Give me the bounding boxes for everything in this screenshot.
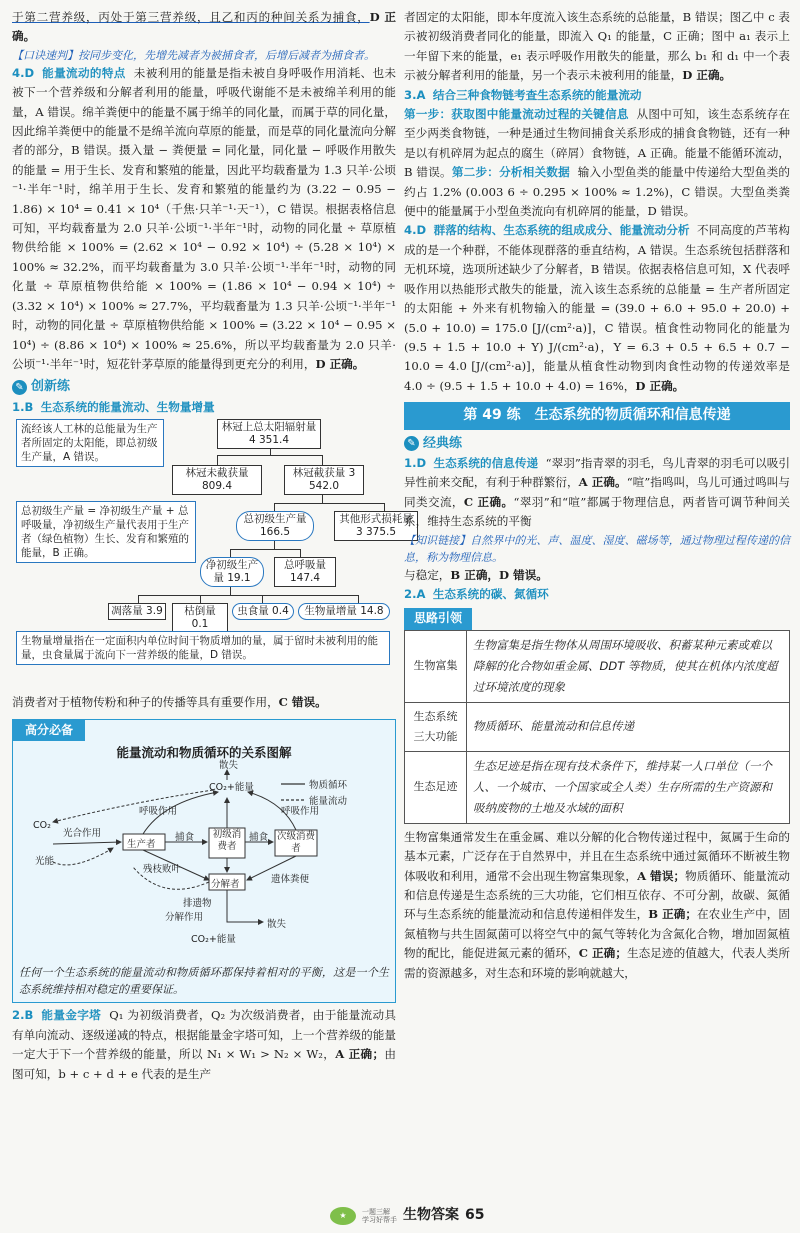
lbl-co2-left: CO₂ (33, 820, 51, 832)
lbl-co2-mid: CO₂+能量 (191, 934, 236, 946)
note-total-energy: 流经该人工林的总能量为生产者所固定的太阳能，即总初级生产量，A 错误。 (16, 419, 164, 467)
lbl-decompose: 分解作用 (165, 912, 204, 924)
node-insect-eaten: 虫食量 0.4 (232, 603, 294, 620)
key-points-footnote: 任何一个生态系统的能量流动和物质循环都保持着相对的平衡，这是一个生态系统维持相对稳定的重要保证。 (19, 966, 389, 997)
node-biomass-increment: 生物量增量 14.8 (298, 603, 390, 620)
chapter-banner: 第 49 练 生态系统的物质循环和信息传递 (404, 402, 790, 429)
lbl-dissipate2: 散失 (267, 919, 287, 931)
lbl-light: 光能 (35, 856, 55, 868)
node-other-loss: 其他形式损耗量 3 375.5 (334, 511, 418, 541)
node-canopy-not-intercepted: 林冠未截获量 809.4 (172, 465, 262, 495)
answer-1b-heading: 1.B 生态系统的能量流动、生物量增量 (12, 399, 215, 414)
table-row: 生态足迹 生态足迹是指在现有技术条件下，维持某一人口单位（一个人、一个城市、一个国家或全人类）生存所需的生产资源和吸纳废物的土地及水域的面积 (405, 751, 790, 823)
lbl-remains1: 残枝败叶 (143, 864, 182, 876)
answer-4d: 4.D 能量流动的特点 未被利用的能量是指未被自身呼吸作用消耗、也未被下一个营养级和分解者利用的能量，呼吸代谢能不是未被绵羊利用的能量，A 错误。绵羊粪便中的能量不属于绵羊的同化量，而属于草的同化量，因此绵羊粪便中的能量不是绵羊流向草原的能量，而是草的同化量流向分解者的部分，B 错误。摄入量 − 粪便量 = 同化量，同化量 − 呼吸作用散失的能量 = 用于生长、发育和繁殖的能量，因此平均载畜量为 1.3 只羊·公顷⁻¹·半年⁻¹时，绵羊用于生长、发育和繁殖的能量约为 (3.22 − 0.95 − 1.86) × 10⁴ = 0.41 × 10⁴（千焦·只羊⁻¹·天⁻¹），C 错误。根据表格信息可知，平均载畜量为 2.0 只羊·公顷⁻¹·半年⁻¹时，动物的同化量 ÷ 草原植物供给能 × 100% = (2.62 × 10⁴ − 0.92 × 10⁴) ÷ (5.28 × 10⁴) × 100% ≈ 32.2%，而平均载畜量为 3.0 只羊·公顷⁻¹·半年⁻¹时，动物的同化量 ÷ 草原植物供给能 × 100% = (1.86 × 10⁴ − 0.94 × 10⁴) ÷ (3.32 × 10⁴) × 100% ≈ 27.7%，平均载畜量为 1.3 只羊·公顷⁻¹·半年⁻¹时，动物的同化量 ÷ 草原植物供给能 × 100% = (3.22 × 10⁴ − 0.95 × 10⁴) ÷ (8.86 × 10⁴) × 100% ≈ 25.6%，所以平均载畜量为 2.0 只羊·公顷⁻¹·半年⁻¹时，短花针茅草原的能量得到更充分的利用，D 正确。 (12, 65, 396, 371)
brand-logo-icon: ★ (330, 1207, 356, 1225)
left-column (12, 8, 413, 1084)
answer-3a-step1: 第一步：获取图中能量流动过程的关键信息 从图中可知，该生态系统存在至少两类食物链，一种是通过生物间捕食关系形成的捕食食物链，还有一种是以有机碎屑为起点的腐生（碎屑）食物链，A 正确。能量不能循环流动，B 错误。第二步：分析相关数据 输入小型鱼类的能量中传递给大型鱼类的约占 1.2% (0.003 6 ÷ 0.295 × 100% ≈ 1.2%)，C 错误。大型鱼类粪便中的能量属于小型鱼类流向有机碎屑的能量，D 错误。 (404, 107, 790, 219)
table-row: 生态系统三大功能 物质循环、能量流动和信息传递 (405, 702, 790, 751)
lbl-primary: 初级消费者 (212, 829, 242, 853)
pencil-icon: ✎ (12, 380, 27, 395)
cycle-flow-diagram (13, 762, 395, 962)
lbl-resp1: 呼吸作用 (139, 806, 178, 818)
answer-2a-heading: 2.A 生态系统的碳、氮循环 (404, 586, 549, 601)
node-net-primary: 净初级生产量 19.1 (200, 557, 264, 587)
answer-3a: 3.A 结合三种食物链考查生态系统的能量流动 (404, 87, 642, 102)
page-footer (330, 1206, 484, 1225)
intro-text: 于第二营养级，丙处于第三营养级，且乙和丙的种间关系为捕食，D 正确。 (12, 10, 396, 44)
lbl-producer: 生产者 (127, 839, 156, 851)
footer-tag-1: 一题三解 (362, 1207, 390, 1216)
note-net-primary: 总初级生产量 = 净初级生产量 + 总呼吸量，净初级生产量代表用于生产者（绿色植物）生长、发育和繁殖的能量，B 正确。 (16, 501, 196, 563)
node-total-radiation: 林冠上总太阳辐射量 4 351.4 (217, 419, 321, 449)
answer-2b-cont: 者固定的太阳能，即本年度流入该生态系统的总能量，B 错误；图乙中 c 表示被初级消费者同化的能量，即流入 Q₁ 的能量，C 正确；图中 a₁ 表示上一年留下来的能量，e₁ 表示呼吸作用散失的能量，那么 b₁ 和 d₁ 中一个表示被分解者利用的能量，另一个表示未被利用的能量，D 正确。 (404, 10, 790, 83)
node-gross-primary: 总初级生产量 166.5 (236, 511, 314, 541)
handwritten-tip: 【口诀速判】按同步变化，先增先减者为被捕食者，后增后减者为捕食者。 (12, 48, 375, 62)
table-row: 生物富集 生物富集是指生物体从周围环境吸收、积蓄某种元素或难以降解的化合物如重金属、DDT 等物质，使其在机体内浓度超过环境浓度的现象 (405, 630, 790, 702)
page-number: 65 (465, 1207, 485, 1223)
thinking-guide-tab: 思路引领 (404, 608, 472, 629)
footer-label: 生物答案 (403, 1207, 459, 1223)
answer-2a-body: 生物富集通常发生在重金属、难以分解的化合物传递过程中，氮属于生命的基本元素，广泛存在于自然界中，并且在生态系统中通过氮循环不断被生物体吸收和利用，通常不会出现生物富集现象，A 错误；物质循环、能量流动和信息传递是生态系统的三大功能，它们相互依存、不可分割，故碳、氮循环与生态系统的能量流动和信息传递相伴发生，B 正确；在农业生产中，固氮植物与共生固氮菌可以将空气中的氮气等转化为含氮化合物，增加固氮植物的配比，能促进氮元素的循环，C 正确；生态足迹的值越大，代表人类所需的资源越多，对生态和环境的影响就越大， (404, 829, 790, 980)
section-innovation: ✎ 创新练 (12, 377, 396, 396)
thinking-guide-table (404, 630, 790, 824)
lbl-dissipate: 散失 (219, 760, 239, 772)
lbl-co2-top: CO₂+能量 (209, 782, 254, 794)
pencil-icon: ✎ (404, 436, 419, 451)
answer-1b-end: 消费者对于植物传粉和种子的传播等具有重要作用，C 错误。 (12, 695, 327, 710)
answer-1d-end: 与稳定，B 正确，D 错误。 (404, 567, 548, 582)
key-points-tab: 高分必备 (13, 720, 85, 741)
answer-1d: 1.D 生态系统的信息传递 “翠羽”指青翠的羽毛，鸟儿青翠的羽毛可以吸引异性前来交配，有利于种群繁衍，A 正确。“喧”指鸣叫，鸟儿可通过鸣叫与同类交流，C 正确。“翠羽”和“喧”都属于物理信息，两者皆可调节种间关系，维持生态系统的平衡 (404, 455, 790, 529)
key-points-box (12, 719, 396, 1004)
lbl-secondary: 次级消费者 (277, 831, 316, 855)
node-canopy-intercepted: 林冠截获量 3 542.0 (284, 465, 364, 495)
lbl-decomposer: 分解者 (211, 879, 240, 891)
node-total-respiration: 总呼吸量 147.4 (274, 557, 336, 587)
right-column (404, 8, 790, 983)
handwritten-link: 【知识链接】自然界中的光、声、温度、湿度、磁场等，通过物理过程传递的信息，称为物理信息。 (404, 533, 790, 564)
node-dead-fall: 枯倒量 0.1 (172, 603, 228, 633)
lbl-remains2: 遗体粪便 (271, 874, 310, 886)
lbl-feed2: 捕食 (249, 832, 269, 844)
answer-2b: 2.B 能量金字塔 Q₁ 为初级消费者，Q₂ 为次级消费者，由于能量流动具有单向流动、逐级递减的特点，根据能量金字塔可知，上一个营养级的能量一定大于下一个营养级的能量，所以 N₁ × W₁ > N₂ × W₂，A 正确；由图可知，b + c + d + e 代表的是生产 (12, 1008, 396, 1081)
note-biomass: 生物量增量指在一定面积内单位时间干物质增加的量，属于留时未被利用的能量，虫食量属于流向下一营养级的能量，D 错误。 (16, 631, 390, 665)
lbl-feed1: 捕食 (175, 832, 195, 844)
lbl-legend-flow: 能量流动 (309, 796, 348, 808)
footer-tag-2: 学习好帮手 (362, 1215, 397, 1224)
section-classic: ✎ 经典练 (404, 434, 790, 453)
key-points-title: 能量流动和物质循环的关系图解 (116, 744, 292, 760)
lbl-legend-cycle: 物质循环 (309, 780, 348, 792)
lbl-excrete: 排遗物 (183, 898, 212, 910)
node-litter: 凋落量 3.9 (108, 603, 166, 620)
lbl-resp2: 呼吸作用 (281, 806, 320, 818)
answer-4d-right: 4.D 群落的结构、生态系统的组成成分、能量流动分析 不同高度的芦苇构成的是一个种群，不能体现群落的垂直结构，A 错误。生态系统包括群落和无机环境，选项所述缺少了分解者，B 错误。依据表格信息可知，X 代表呼吸作用以热能形式散失的能量，流入该生态系统的总能量 = 生产者所固定的太阳能 + 外来有机物输入的能量 = (39.0 + 6.0 + 95.0 + 20.0) + (5.0 + 10.0) = 175.0 [J/(cm²·a)]，C 错误。植食性动物同化的能量为 (9.5 + 1.5 + 10.0 + Y) J/(cm²·a)，Y = 6.3 + 0.5 + 6.5 + 0.7 − 10.0 = 4.0 [J/(cm²·a)]，能量从植食性动物到肉食性动物的传递效率是 4.0 ÷ (9.5 + 1.5 + 10.0 + 4.0) = 16%，D 正确。 (404, 223, 790, 393)
energy-flow-diagram (12, 419, 413, 689)
lbl-photosynthesis: 光合作用 (63, 828, 102, 840)
